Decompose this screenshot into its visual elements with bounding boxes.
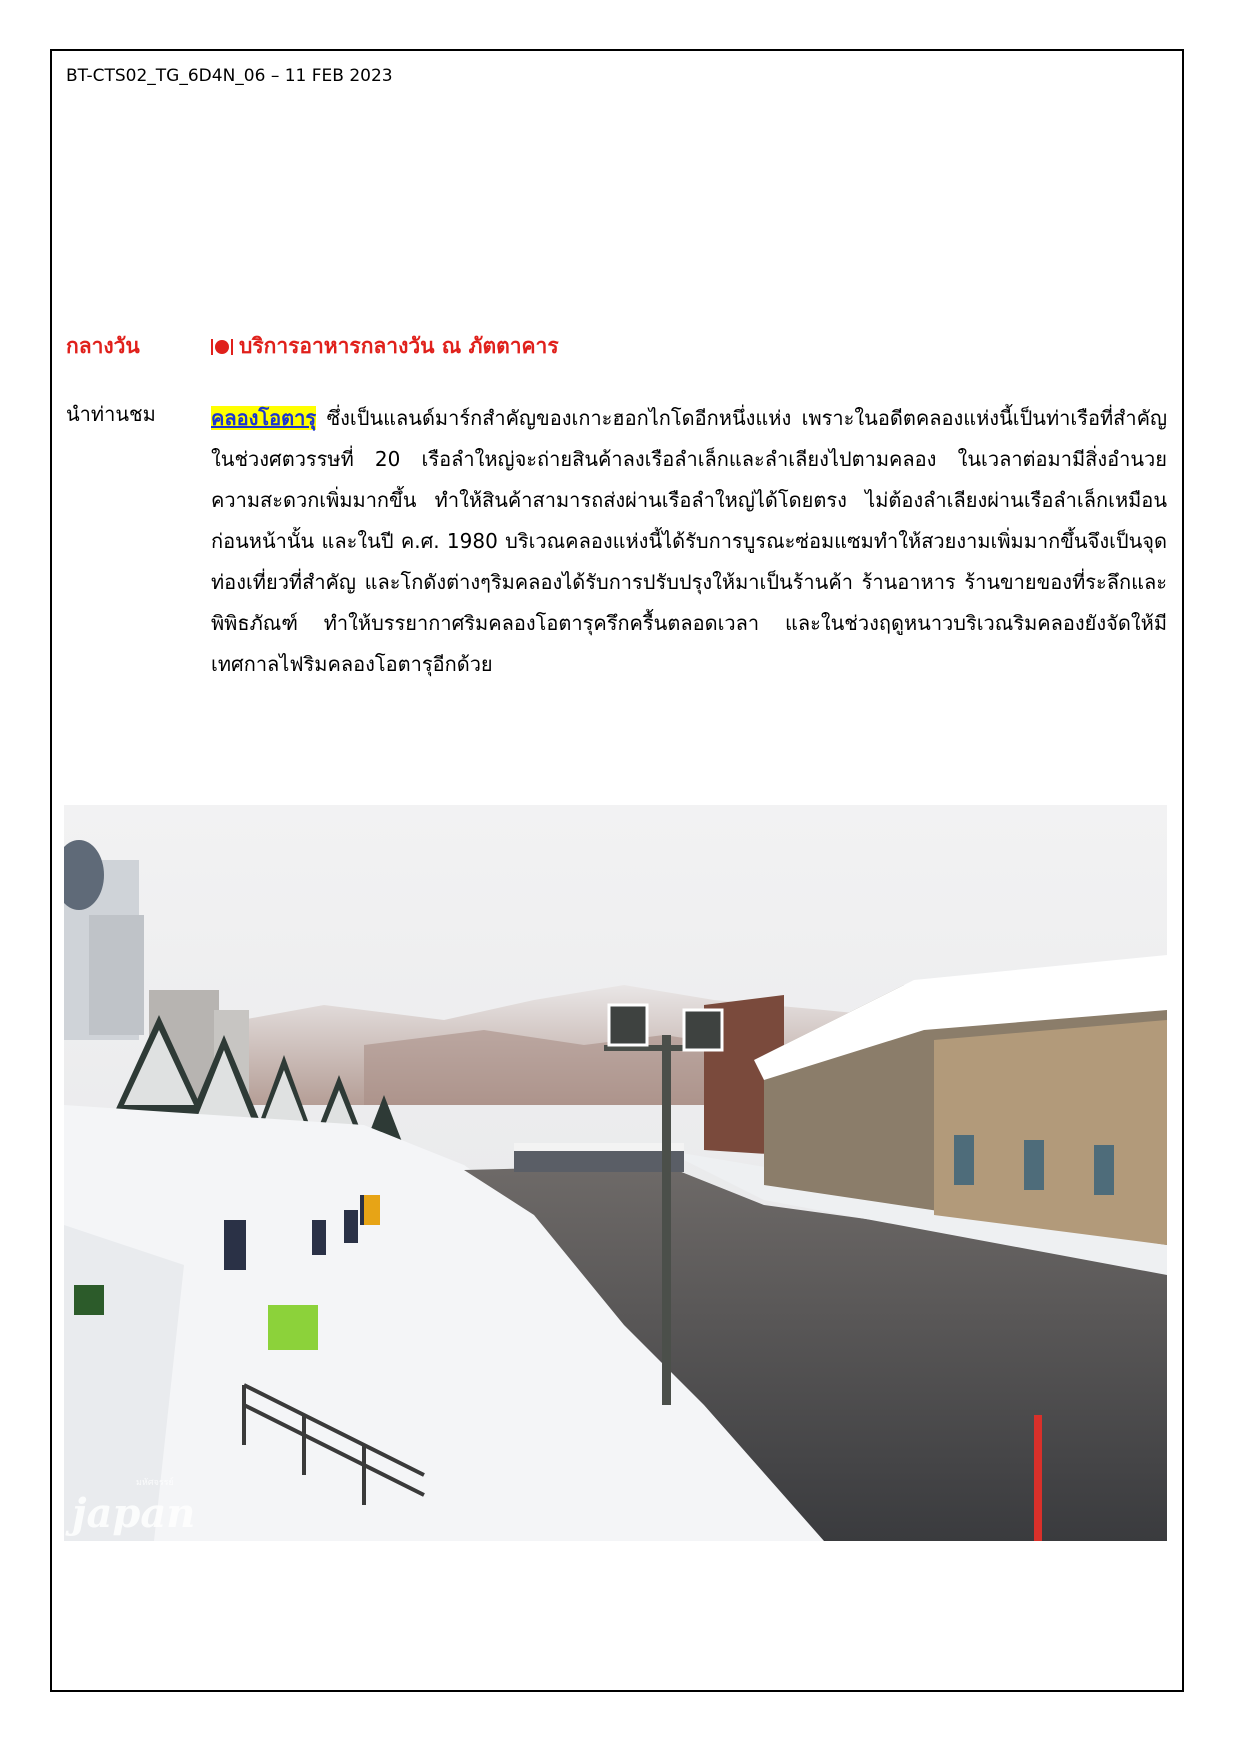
- visit-label: นำท่านชม: [66, 402, 156, 426]
- watermark-small: มหัศจรรย์: [136, 1478, 174, 1488]
- lunch-time-label: กลางวัน: [66, 334, 140, 358]
- meal-icon: [211, 338, 233, 356]
- otaru-canal-photo: [64, 805, 1167, 1541]
- lunch-text: บริการอาหารกลางวัน ณ ภัตตาคาร: [239, 334, 559, 358]
- place-name-highlight: คลองโอตารุ: [211, 406, 317, 430]
- photo-watermark: japan: [72, 1490, 196, 1537]
- document-id: BT-CTS02_TG_6D4N_06 – 11 FEB 2023: [66, 66, 393, 86]
- lunch-info: [211, 330, 559, 363]
- visit-description: [211, 398, 1167, 685]
- visit-description-text: ซึ่งเป็นแลนด์มาร์กสำคัญของเกาะฮอกไกโดอีกหนึ่งแห่ง เพราะในอดีตคลองแห่งนี้เป็นท่าเรือที่สำคัญในช่วงศตวรรษที่ 20 เรือลำใหญ่จะถ่ายสินค้าลงเรือลำเล็กและลำเลียงไปตามคลอง ในเวลาต่อมามีสิ่งอำนวยความสะดวกเพิ่มมากขึ้น ทำให้สินค้าสามารถส่งผ่านเรือลำใหญ่ได้โดยตรง ไม่ต้องลำเลียงผ่านเรือลำเล็กเหมือนก่อนหน้านั้น และในปี ค.ศ. 1980 บริเวณคลองแห่งนี้ได้รับการบูรณะซ่อมแซมทำให้สวยงามเพิ่มมากขึ้นจึงเป็นจุดท่องเที่ยวที่สำคัญ และโกดังต่างๆริมคลองได้รับการปรับปรุงให้มาเป็นร้านค้า ร้านอาหาร ร้านขายของที่ระลึกและพิพิธภัณฑ์ ทำให้บรรยากาศริมคลองโอตารุครึกครื้นตลอดเวลา และในช่วงฤดูหนาวบริเวณริมคลองยังจัดให้มีเทศกาลไฟริมคลองโอตารุอีกด้วย: [211, 406, 1167, 676]
